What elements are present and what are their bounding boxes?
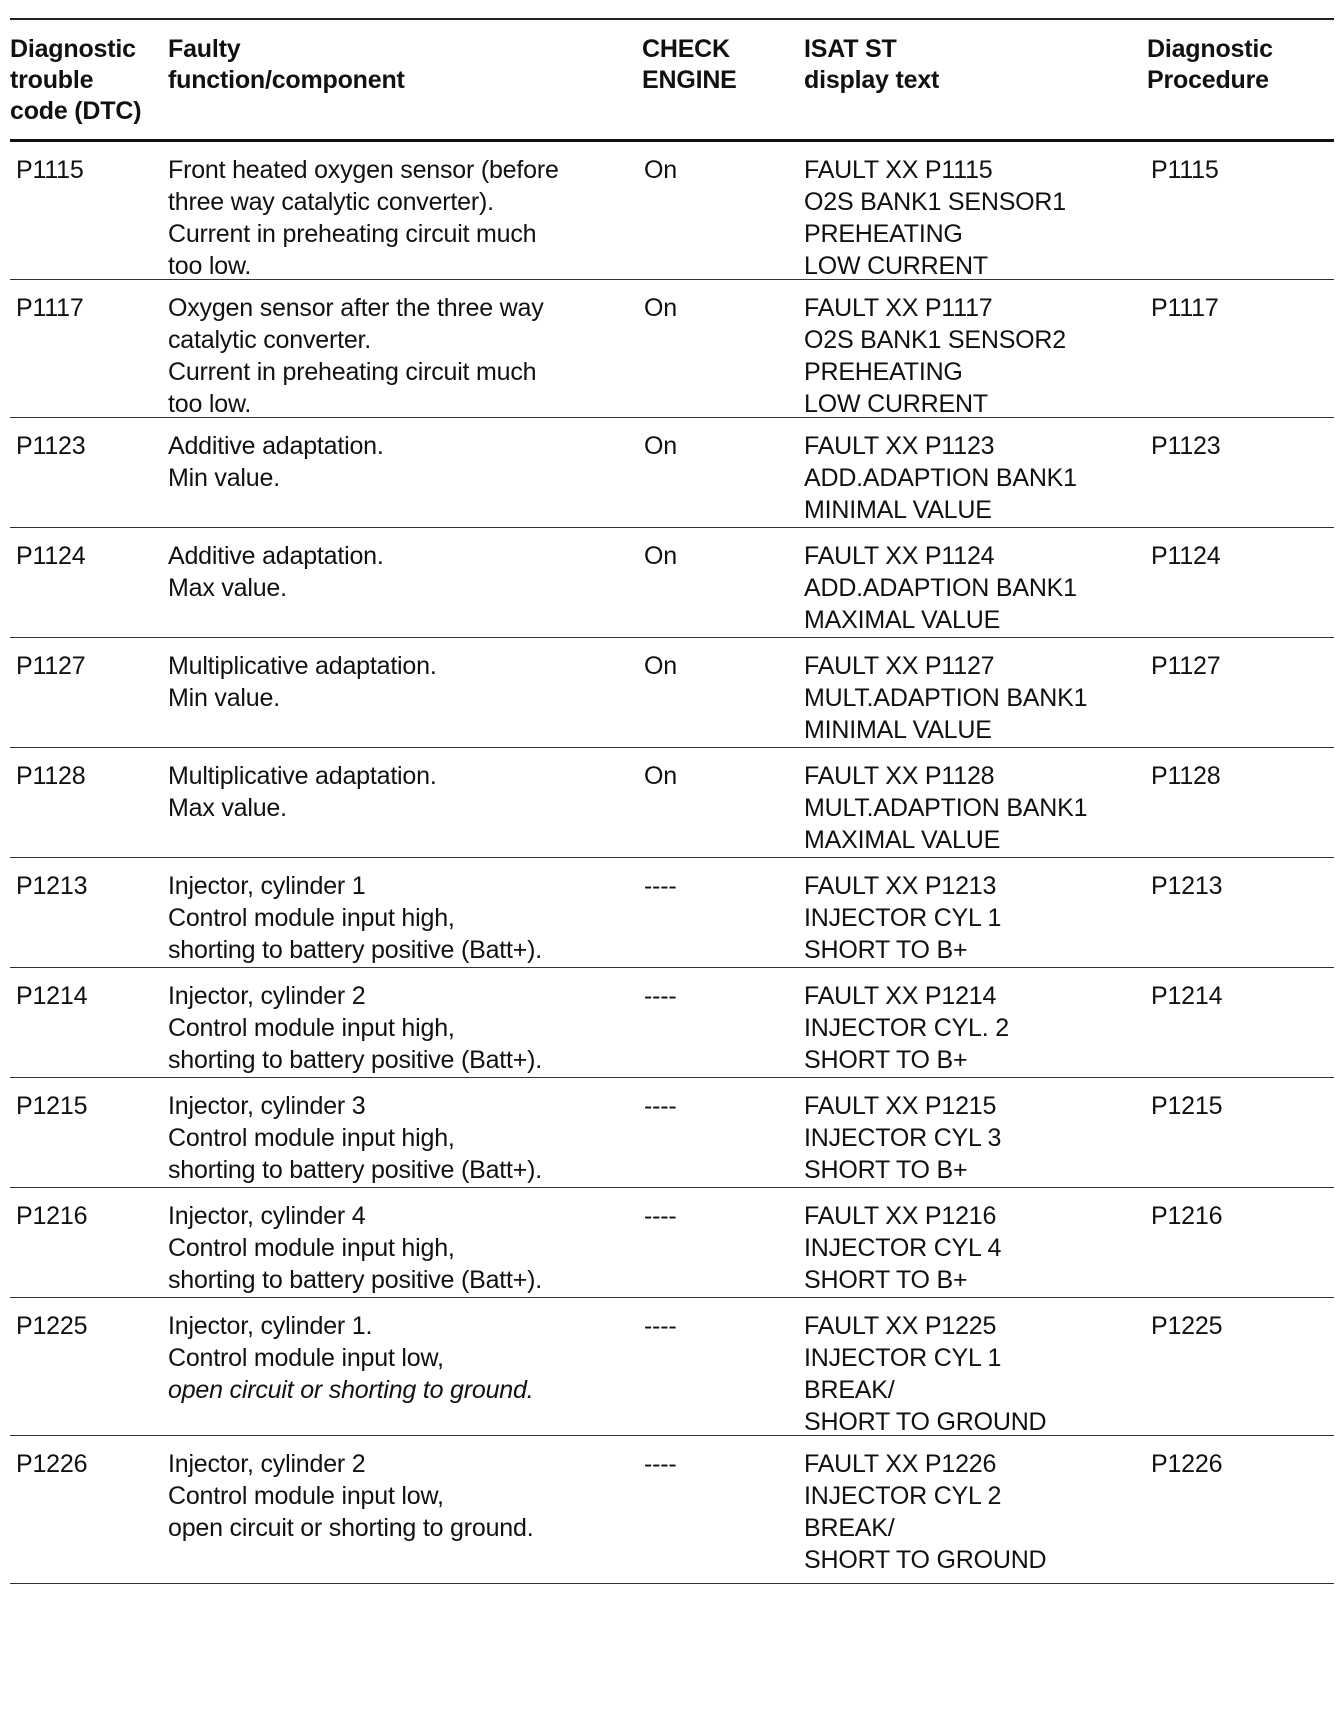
faulty-function-line: Current in preheating circuit much — [168, 220, 537, 248]
table-row — [10, 1298, 1334, 1436]
check-engine-status: ---- — [644, 1092, 677, 1120]
isat-display-text: FAULT XX P1215 INJECTOR CYL 3 SHORT TO B+ — [804, 1092, 1002, 1184]
isat-display-text: FAULT XX P1226 INJECTOR CYL 2 BREAK/ SHORT TO GROUND — [804, 1450, 1047, 1574]
dtc-table — [10, 18, 1334, 1584]
check-engine-status: ---- — [644, 1450, 677, 1478]
faulty-function — [168, 418, 642, 527]
isat-display-text: FAULT XX P1124 ADD.ADAPTION BANK1 MAXIMAL VALUE — [804, 542, 1077, 634]
dtc-code: P1123 — [16, 432, 86, 460]
isat-display-text: FAULT XX P1128 MULT.ADAPTION BANK1 MAXIMAL VALUE — [804, 762, 1088, 854]
faulty-function-line: Additive adaptation. — [168, 432, 384, 460]
dtc-code: P1213 — [16, 872, 88, 900]
check-engine-status: ---- — [644, 1202, 677, 1230]
dtc-code: P1226 — [16, 1450, 88, 1478]
faulty-function-line: catalytic converter. — [168, 326, 372, 354]
faulty-function — [168, 858, 642, 967]
diagnostic-procedure: P1215 — [1151, 1092, 1223, 1120]
faulty-function-line: Multiplicative adaptation. — [168, 762, 437, 790]
faulty-function-line: open circuit or shorting to ground. — [168, 1514, 534, 1542]
faulty-function-line: three way catalytic converter). — [168, 188, 494, 216]
faulty-function-line: too low. — [168, 252, 252, 280]
faulty-function — [168, 968, 642, 1077]
check-engine-status: ---- — [644, 982, 677, 1010]
isat-display-text: FAULT XX P1214 INJECTOR CYL. 2 SHORT TO B+ — [804, 982, 1009, 1074]
check-engine-status: On — [644, 156, 677, 184]
faulty-function-line: Max value. — [168, 794, 287, 822]
faulty-function-line: shorting to battery positive (Batt+). — [168, 1046, 543, 1074]
diagnostic-procedure: P1115 — [1151, 156, 1219, 184]
check-engine-status: On — [644, 542, 677, 570]
dtc-code: P1214 — [16, 982, 88, 1010]
faulty-function-line: too low. — [168, 390, 252, 418]
check-engine-status: On — [644, 652, 677, 680]
dtc-code: P1124 — [16, 542, 86, 570]
faulty-function-line: Control module input high, — [168, 904, 455, 932]
faulty-function — [168, 638, 642, 747]
check-engine-status: On — [644, 762, 677, 790]
dtc-code: P1127 — [16, 652, 86, 680]
header-dtc: Diagnostic trouble code (DTC) — [10, 35, 142, 125]
faulty-function-line: shorting to battery positive (Batt+). — [168, 1156, 543, 1184]
table-header — [10, 18, 1334, 142]
isat-display-text: FAULT XX P1127 MULT.ADAPTION BANK1 MINIMAL VALUE — [804, 652, 1088, 744]
diagnostic-procedure: P1225 — [1151, 1312, 1223, 1340]
faulty-function-line: shorting to battery positive (Batt+). — [168, 1266, 543, 1294]
faulty-function-line: shorting to battery positive (Batt+). — [168, 936, 543, 964]
faulty-function-line: Oxygen sensor after the three way — [168, 294, 544, 322]
faulty-function — [168, 280, 642, 420]
faulty-function-line: Control module input low, — [168, 1344, 444, 1372]
faulty-function-line: Control module input low, — [168, 1482, 444, 1510]
faulty-function-line: Control module input high, — [168, 1014, 455, 1042]
diagnostic-procedure: P1128 — [1151, 762, 1221, 790]
table-row — [10, 858, 1334, 968]
check-engine-status: On — [644, 294, 677, 322]
faulty-function-line: open circuit or shorting to ground. — [168, 1376, 534, 1404]
isat-display-text: FAULT XX P1216 INJECTOR CYL 4 SHORT TO B+ — [804, 1202, 1002, 1294]
dtc-code: P1225 — [16, 1312, 88, 1340]
dtc-code: P1215 — [16, 1092, 88, 1120]
table-row — [10, 528, 1334, 638]
isat-display-text: FAULT XX P1123 ADD.ADAPTION BANK1 MINIMAL VALUE — [804, 432, 1077, 524]
diagnostic-procedure: P1123 — [1151, 432, 1221, 460]
diagnostic-procedure: P1127 — [1151, 652, 1221, 680]
isat-display-text: FAULT XX P1213 INJECTOR CYL 1 SHORT TO B+ — [804, 872, 1002, 964]
header-faulty-function: Faulty function/component — [168, 35, 405, 94]
faulty-function-line: Front heated oxygen sensor (before — [168, 156, 559, 184]
faulty-function-line: Injector, cylinder 1. — [168, 1312, 373, 1340]
header-isat-display: ISAT ST display text — [804, 35, 940, 94]
table-body — [10, 142, 1334, 1584]
header-check-engine: CHECK ENGINE — [642, 35, 737, 94]
diagnostic-procedure: P1124 — [1151, 542, 1221, 570]
table-row — [10, 638, 1334, 748]
table-row — [10, 748, 1334, 858]
table-row — [10, 1436, 1334, 1584]
table-row — [10, 1078, 1334, 1188]
table-row — [10, 1188, 1334, 1298]
check-engine-status: On — [644, 432, 677, 460]
isat-display-text: FAULT XX P1117 O2S BANK1 SENSOR2 PREHEATING LOW CURRENT — [804, 294, 1066, 418]
faulty-function-line: Injector, cylinder 2 — [168, 982, 366, 1010]
faulty-function-line: Multiplicative adaptation. — [168, 652, 437, 680]
diagnostic-procedure: P1213 — [1151, 872, 1223, 900]
faulty-function — [168, 1436, 642, 1583]
header-diagnostic-procedure: Diagnostic Procedure — [1147, 35, 1273, 94]
faulty-function-line: Max value. — [168, 574, 287, 602]
faulty-function — [168, 1078, 642, 1187]
check-engine-status: ---- — [644, 1312, 677, 1340]
diagnostic-procedure: P1226 — [1151, 1450, 1223, 1478]
isat-display-text: FAULT XX P1115 O2S BANK1 SENSOR1 PREHEATING LOW CURRENT — [804, 156, 1066, 280]
faulty-function-line: Additive adaptation. — [168, 542, 384, 570]
dtc-code: P1216 — [16, 1202, 88, 1230]
dtc-code: P1117 — [16, 294, 84, 322]
faulty-function-line: Injector, cylinder 3 — [168, 1092, 366, 1120]
faulty-function — [168, 1188, 642, 1297]
table-row — [10, 280, 1334, 418]
table-row — [10, 418, 1334, 528]
isat-display-text: FAULT XX P1225 INJECTOR CYL 1 BREAK/ SHORT TO GROUND — [804, 1312, 1047, 1436]
faulty-function — [168, 1298, 642, 1438]
faulty-function-line: Control module input high, — [168, 1234, 455, 1262]
diagnostic-procedure: P1216 — [1151, 1202, 1223, 1230]
check-engine-status: ---- — [644, 872, 677, 900]
table-row — [10, 968, 1334, 1078]
dtc-code: P1115 — [16, 156, 84, 184]
faulty-function-line: Min value. — [168, 464, 280, 492]
faulty-function-line: Injector, cylinder 4 — [168, 1202, 366, 1230]
diagnostic-procedure: P1117 — [1151, 294, 1219, 322]
faulty-function-line: Current in preheating circuit much — [168, 358, 537, 386]
dtc-code: P1128 — [16, 762, 86, 790]
faulty-function — [168, 528, 642, 637]
diagnostic-procedure: P1214 — [1151, 982, 1223, 1010]
faulty-function — [168, 748, 642, 857]
faulty-function-line: Injector, cylinder 2 — [168, 1450, 366, 1478]
faulty-function — [168, 142, 642, 282]
table-row — [10, 142, 1334, 280]
faulty-function-line: Injector, cylinder 1 — [168, 872, 366, 900]
faulty-function-line: Min value. — [168, 684, 280, 712]
faulty-function-line: Control module input high, — [168, 1124, 455, 1152]
